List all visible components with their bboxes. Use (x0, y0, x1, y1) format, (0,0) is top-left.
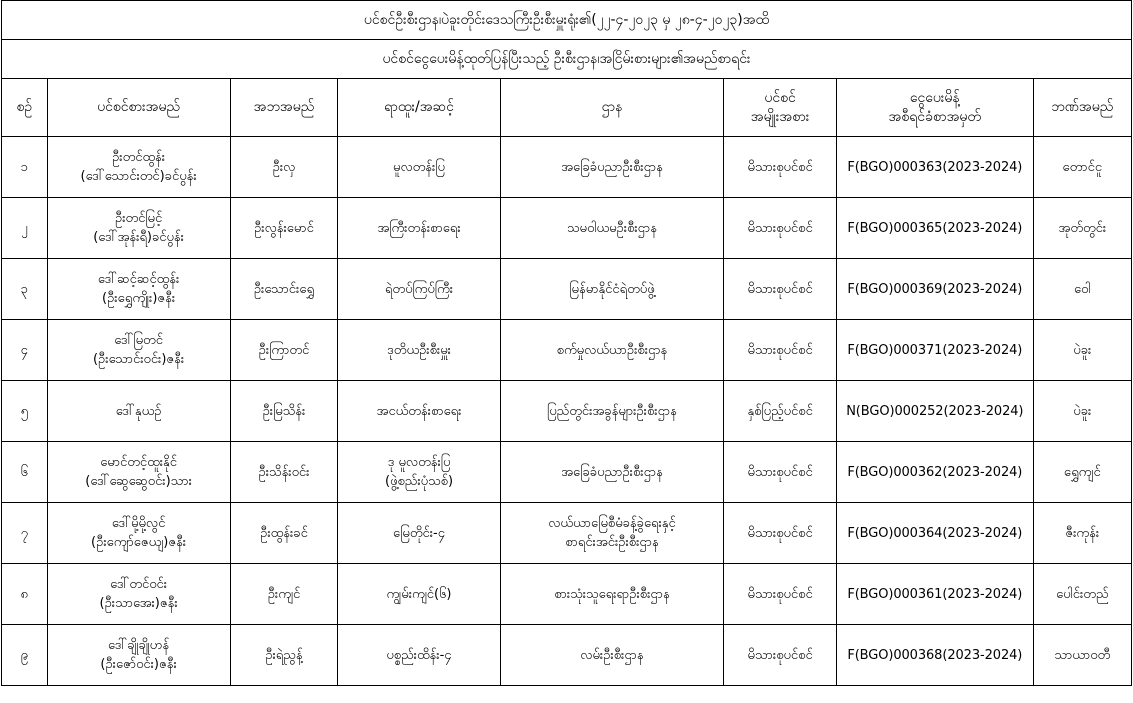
cell-no: ၆ (2, 442, 48, 503)
cell-township: ပဲခူး (1033, 381, 1131, 442)
cell-cert: F(BGO)000363(2023-2024) (837, 137, 1034, 198)
header-township: ဘဏ်အမည် (1033, 79, 1131, 137)
cell-township: ရွှေကျင် (1033, 442, 1131, 503)
header-no: စဉ် (2, 79, 48, 137)
table-row (2, 625, 1132, 686)
cell-department: ပြည်တွင်းအခွန်များဦးစီးဌာန (500, 381, 724, 442)
cell-cert: F(BGO)000368(2023-2024) (837, 625, 1034, 686)
header-name: ပင်စင်စားအမည် (47, 79, 230, 137)
title-row (2, 1, 1132, 40)
cell-department-line2: စာရင်းအင်းဦးစီးဌာန (565, 535, 659, 550)
header-father: အဘအမည် (230, 79, 338, 137)
cell-name-line1: ဒေါ်တင်ဝင်း (110, 577, 168, 592)
cell-name-line2: (ဒေါ်အုန်းရီ)ခင်ပွန်း (93, 230, 184, 245)
cell-cert: F(BGO)000365(2023-2024) (837, 198, 1034, 259)
document-subtitle: ပင်စင်ငွေပေးမိန့်ထုတ်ပြန်ပြီးသည့် ဦးစီးဌာန၊အငြိမ်းစားများ၏အမည်စာရင်း (2, 40, 1132, 79)
cell-cert: F(BGO)000361(2023-2024) (837, 564, 1034, 625)
cell-department: စက်မှုလယ်ယာဦးစီးဌာန (500, 320, 724, 381)
cell-name-line2: (ဦးသာအေး)ဇနီး (99, 596, 178, 611)
table-row (2, 381, 1132, 442)
cell-type: မိသားစုပင်စင် (724, 442, 837, 503)
cell-name-line2: (ဒေါ်သောင်းတင်)ခင်ပွန်း (80, 169, 197, 184)
cell-name-line1: ဦးတင်ထွန်း (112, 150, 166, 165)
cell-cert: F(BGO)000364(2023-2024) (837, 503, 1034, 564)
cell-department: သမဝါယမဦးစီးဌာန (500, 198, 724, 259)
cell-cert: F(BGO)000362(2023-2024) (837, 442, 1034, 503)
cell-type: မိသားစုပင်စင် (724, 564, 837, 625)
table-row (2, 442, 1132, 503)
cell-name-line1: ဒေါ်မို့မို့လွင် (111, 516, 166, 531)
cell-department-line1: လယ်ယာမြေစီမံခန့်ခွဲရေးနှင့် (548, 516, 676, 531)
cell-father: ဦးကျင် (230, 564, 338, 625)
cell-township: တောင်ငူ (1033, 137, 1131, 198)
cell-type: မိသားစုပင်စင် (724, 198, 837, 259)
table-header-row (2, 79, 1132, 137)
cell-township: သာယာဝတီ (1033, 625, 1131, 686)
cell-father: ဦးမြသိန်း (230, 381, 338, 442)
cell-father: ဦးကြာတင် (230, 320, 338, 381)
cell-cert: N(BGO)000252(2023-2024) (837, 381, 1034, 442)
cell-name (47, 137, 230, 198)
cell-no: ၂ (2, 198, 48, 259)
cell-name-line2: (ဦးရွှေကျိုး)ဇနီး (102, 291, 176, 306)
table-row (2, 503, 1132, 564)
cell-no: ၈ (2, 564, 48, 625)
cell-name-line2: (ဦးကျော်ဇေယျ)ဇနီး (91, 535, 187, 550)
cell-position: ပစ္စည်းထိန်း-၄ (338, 625, 500, 686)
cell-name-line1: ဦးတင်မြင့် (114, 211, 163, 226)
cell-no: ၅ (2, 381, 48, 442)
cell-type: မိသားစုပင်စင် (724, 625, 837, 686)
cell-position: ဒုတိယဦးစီးမှူး (338, 320, 500, 381)
cell-father: ဦးသောင်းရွှေ (230, 259, 338, 320)
header-type-line2: အမျိုးအစား (750, 108, 810, 125)
cell-type: မိသားစုပင်စင် (724, 137, 837, 198)
cell-name (47, 564, 230, 625)
table-row (2, 198, 1132, 259)
cell-position-line2: (ဖွဲ့စည်းပုံသစ်) (384, 474, 454, 489)
cell-name-line1: ဒေါ်ချိုချိုဟန် (108, 638, 170, 653)
cell-position (338, 442, 500, 503)
table-body (2, 137, 1132, 686)
cell-position: မူလတန်းပြ (338, 137, 500, 198)
cell-position: အငယ်တန်းစာရေး (338, 381, 500, 442)
cell-name: ဒေါ်နုယဉ် (47, 381, 230, 442)
cell-department (500, 503, 724, 564)
cell-name (47, 625, 230, 686)
table-row (2, 137, 1132, 198)
table-row (2, 564, 1132, 625)
subtitle-row (2, 40, 1132, 79)
cell-township: အုတ်တွင်း (1033, 198, 1131, 259)
header-position: ရာထူး/အဆင့် (338, 79, 500, 137)
cell-type: မိသားစုပင်စင် (724, 503, 837, 564)
header-type-line1: ပင်စင် (764, 89, 796, 106)
cell-type: နှစ်ပြည့်ပင်စင် (724, 381, 837, 442)
table-row (2, 259, 1132, 320)
cell-father: ဦးသိန်းဝင်း (230, 442, 338, 503)
cell-type: မိသားစုပင်စင် (724, 320, 837, 381)
document-title: ပင်စင်ဦးစီးဌာန၊ပဲခူးတိုင်းဒေသကြီးဦးစီးမှူးရုံး၏(၂၂-၄-၂၀၂၃ မှ ၂၈-၄-၂၀၂၃)အထိ (2, 1, 1132, 40)
cell-department: စားသုံးသူရေးရာဦးစီးဌာန (500, 564, 724, 625)
cell-position: အကြီးတန်းစာရေး (338, 198, 500, 259)
cell-father: ဦးလှ (230, 137, 338, 198)
header-department: ဌာန (500, 79, 724, 137)
cell-name (47, 442, 230, 503)
cell-township: ဇီးကုန်း (1033, 503, 1131, 564)
cell-name (47, 198, 230, 259)
cell-no: ၃ (2, 259, 48, 320)
cell-cert: F(BGO)000369(2023-2024) (837, 259, 1034, 320)
cell-name (47, 259, 230, 320)
cell-no: ၄ (2, 320, 48, 381)
cell-name-line2: (ဒေါ်ဆွေဆွေဝင်း)သား (85, 474, 192, 489)
cell-no: ၉ (2, 625, 48, 686)
cell-name-line1: ဒေါ်ဆင့်ဆင့်ထွန်း (97, 272, 180, 287)
header-cert-line2: အစီရင်ခံစာအမှတ် (888, 108, 982, 125)
cell-cert: F(BGO)000371(2023-2024) (837, 320, 1034, 381)
cell-father: ဦးလွန်းမောင် (230, 198, 338, 259)
cell-father: ဦးရဲညွန့် (230, 625, 338, 686)
cell-name (47, 503, 230, 564)
header-type (724, 79, 837, 137)
cell-name (47, 320, 230, 381)
cell-father: ဦးထွန်းခင် (230, 503, 338, 564)
cell-department: အခြေခံပညာဦးစီးဌာန (500, 442, 724, 503)
cell-no: ၇ (2, 503, 48, 564)
header-cert (837, 79, 1034, 137)
cell-type: မိသားစုပင်စင် (724, 259, 837, 320)
cell-name-line2: (ဦးသောင်းဝင်း)ဇနီး (92, 352, 185, 367)
cell-township: ဝေါ (1033, 259, 1131, 320)
cell-position: မြေတိုင်း-၄ (338, 503, 500, 564)
header-cert-line1: ငွေပေးမိန့် (909, 89, 960, 106)
cell-name-line1: မောင်တင့်ထူးနိုင် (100, 455, 177, 470)
cell-position: ကျွမ်းကျင်(၆) (338, 564, 500, 625)
cell-position-line1: ဒု မူလတန်းပြ (387, 455, 451, 470)
cell-township: ပေါင်းတည် (1033, 564, 1131, 625)
cell-position: ရဲတပ်ကြပ်ကြီး (338, 259, 500, 320)
table-row (2, 320, 1132, 381)
cell-name-line2: (ဦးဇော်ဝင်း)ဇနီး (100, 657, 177, 672)
cell-township: ပဲခူး (1033, 320, 1131, 381)
cell-name-line1: ဒေါ်မြတင် (114, 333, 163, 348)
pension-table (1, 0, 1132, 686)
cell-no: ၁ (2, 137, 48, 198)
cell-department: မြန်မာနိုင်ငံရဲတပ်ဖွဲ့ (500, 259, 724, 320)
cell-department: အခြေခံပညာဦးစီးဌာန (500, 137, 724, 198)
cell-department: လမ်းဦးစီးဌာန (500, 625, 724, 686)
